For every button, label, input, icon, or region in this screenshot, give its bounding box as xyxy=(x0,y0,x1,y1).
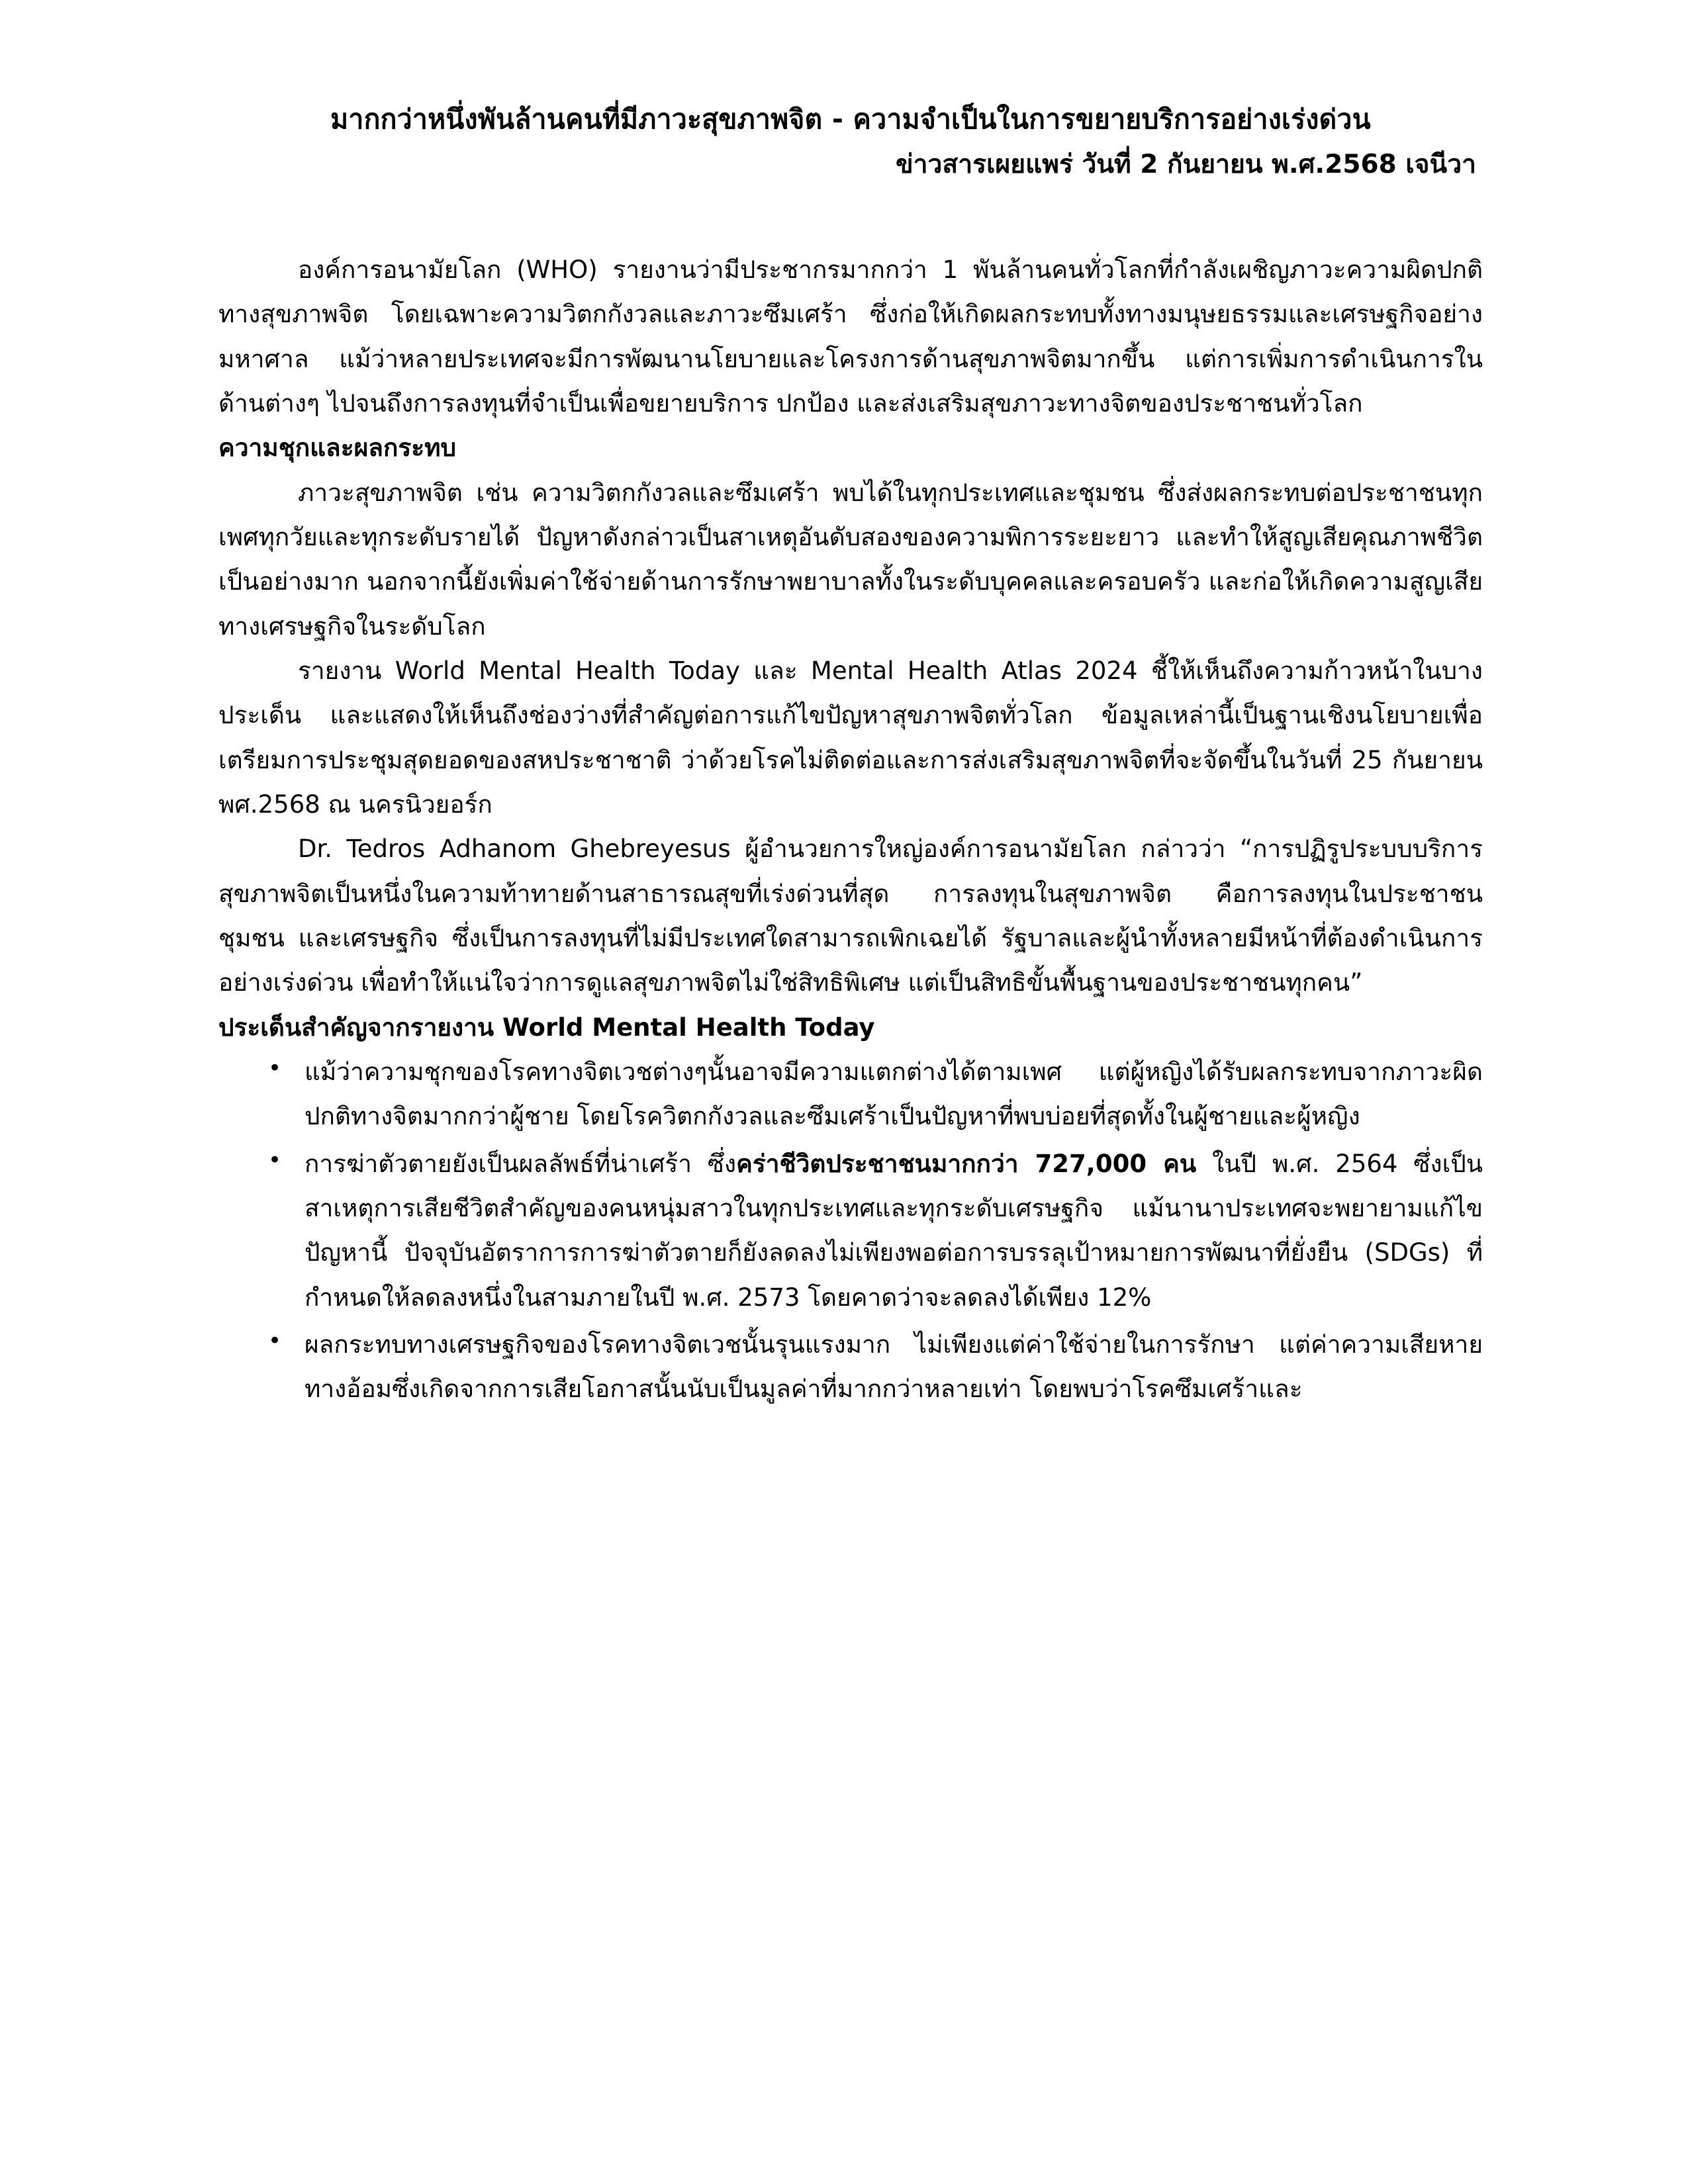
bullet-text-bold: คร่าชีวิตประชาชนมากกว่า 727,000 คน xyxy=(736,1149,1197,1178)
paragraph-reports: รายงาน World Mental Health Today และ Mental Health Atlas 2024 ชี้ให้เห็นถึงความก้าวหน้าในบางประเด็น และแสดงให้เห็นถึงช่องว่างที่สำคัญต่อการแก้ไขปัญหาสุขภาพจิตทั่วโลก ข้อมูลเหล่านี้เป็นฐานเชิงนโยบายเพื่อเตรียมการประชุมสุดยอดของสหประชาชาติ ว่าด้วยโรคไม่ติดต่อและการส่งเสริมสุขภาพจิตที่จะจัดขึ้นในวันที่ 25 กันยายน พศ.2568 ณ นครนิวยอร์ก xyxy=(218,656,1483,819)
bullet-text-after: ในปี พ.ศ. 2564 ซึ่งเป็นสาเหตุการเสียชีวิตสำคัญของคนหนุ่มสาวในทุกประเทศและทุกระดับเศรษฐกิจ แม้นานาประเทศจะพยายามแก้ไขปัญหานี้ ปัจจุบันอัตราการการฆ่าตัวตายก็ยังลดลงไม่เพียงพอต่อการบรรลุเป้าหมายการพัฒนาที่ยั่งยืน (SDGs) ที่กำหนดให้ลดลงหนึ่งในสามภายในปี พ.ศ. 2573 โดยคาดว่าจะลดลงได้เพียง 12% xyxy=(305,1149,1483,1312)
page-title: มากกว่าหนึ่งพันล้านคนที่มีภาวะสุขภาพจิต - ความจำเป็นในการขยายบริการอย่างเร่งด่วน xyxy=(330,103,1371,135)
document-body xyxy=(218,248,1483,1412)
list-item xyxy=(218,1050,1483,1139)
paragraph-intro: องค์การอนามัยโลก (WHO) รายงานว่ามีประชากรมากกว่า 1 พันล้านคนทั่วโลกที่กำลังเผชิญภาวะความผิดปกติทางสุขภาพจิต โดยเฉพาะความวิตกกังวลและภาวะซึมเศร้า ซึ่งก่อให้เกิดผลกระทบทั้งทางมนุษยธรรมและเศรษฐกิจอย่างมหาศาล แม้ว่าหลายประเทศจะมีการพัฒนานโยบายและโครงการด้านสุขภาพจิตมากขึ้น แต่การเพิ่มการดำเนินการในด้านต่างๆ ไปจนถึงการลงทุนที่จำเป็นเพื่อขยายบริการ ปกป้อง และส่งเสริมสุขภาวะทางจิตของประชาชนทั่วโลก xyxy=(218,255,1483,418)
press-release-dateline: ข่าวสารเผยแพร่ วันที่ 2 กันยายน พ.ศ.2568 เจนีวา xyxy=(895,149,1476,179)
heading-key-points: ประเด็นสำคัญจากรายงาน World Mental Health Today xyxy=(218,1013,875,1042)
bullet-text-before: แม้ว่าความชุกของโรคทางจิตเวชต่างๆนั้นอาจมีความแตกต่างได้ตามเพศ แต่ผู้หญิงได้รับผลกระทบจากภาวะผิดปกติทางจิตมากกว่าผู้ชาย โดยโรควิตกกังวลและซึมเศร้าเป็นปัญหาที่พบบ่อยที่สุดทั้งในผู้ชายและผู้หญิง xyxy=(305,1057,1483,1131)
paragraph-quote: Dr. Tedros Adhanom Ghebreyesus ผู้อำนวยการใหญ่องค์การอนามัยโลก กล่าวว่า “การปฏิรูประบบบริการสุขภาพจิตเป็นหนึ่งในความท้าทายด้านสาธารณสุขที่เร่งด่วนที่สุด การลงทุนในสุขภาพจิต คือการลงทุนในประชาชน ชุมชน และเศรษฐกิจ ซึ่งเป็นการลงทุนที่ไม่มีประเทศใดสามารถเพิกเฉยได้ รัฐบาลและผู้นำทั้งหลายมีหน้าที่ต้องดำเนินการอย่างเร่งด่วน เพื่อทำให้แน่ใจว่าการดูแลสุขภาพจิตไม่ใช่สิทธิพิเศษ แต่เป็นสิทธิขั้นพื้นฐานของประชาชนทุกคน” xyxy=(218,835,1483,997)
key-points-list xyxy=(218,1050,1483,1412)
paragraph-prevalence: ภาวะสุขภาพจิต เช่น ความวิตกกังวลและซึมเศร้า พบได้ในทุกประเทศและชุมชน ซึ่งส่งผลกระทบต่อประชาชนทุกเพศทุกวัยและทุกระดับรายได้ ปัญหาดังกล่าวเป็นสาเหตุอันดับสองของความพิการระยะยาว และทำให้สูญเสียคุณภาพชีวิตเป็นอย่างมาก นอกจากนี้ยังเพิ่มค่าใช้จ่ายด้านการรักษาพยาบาลทั้งในระดับบุคคลและครอบครัว และก่อให้เกิดความสูญเสียทางเศรษฐกิจในระดับโลก xyxy=(218,478,1483,641)
heading-prevalence: ความชุกและผลกระทบ xyxy=(218,433,456,463)
list-item xyxy=(218,1322,1483,1412)
bullet-text-before: การฆ่าตัวตายยังเป็นผลลัพธ์ที่น่าเศร้า ซึ่ง xyxy=(305,1149,737,1178)
bullet-text-before: ผลกระทบทางเศรษฐกิจของโรคทางจิตเวชนั้นรุนแรงมาก ไม่เพียงแต่ค่าใช้จ่ายในการรักษา แต่ค่าความเสียหายทางอ้อมซึ่งเกิดจากการเสียโอกาสนั้นนับเป็นมูลค่าที่มากกว่าหลายเท่า โดยพบว่าโรคซึมเศร้าและ xyxy=(305,1330,1483,1404)
list-item xyxy=(218,1142,1483,1320)
